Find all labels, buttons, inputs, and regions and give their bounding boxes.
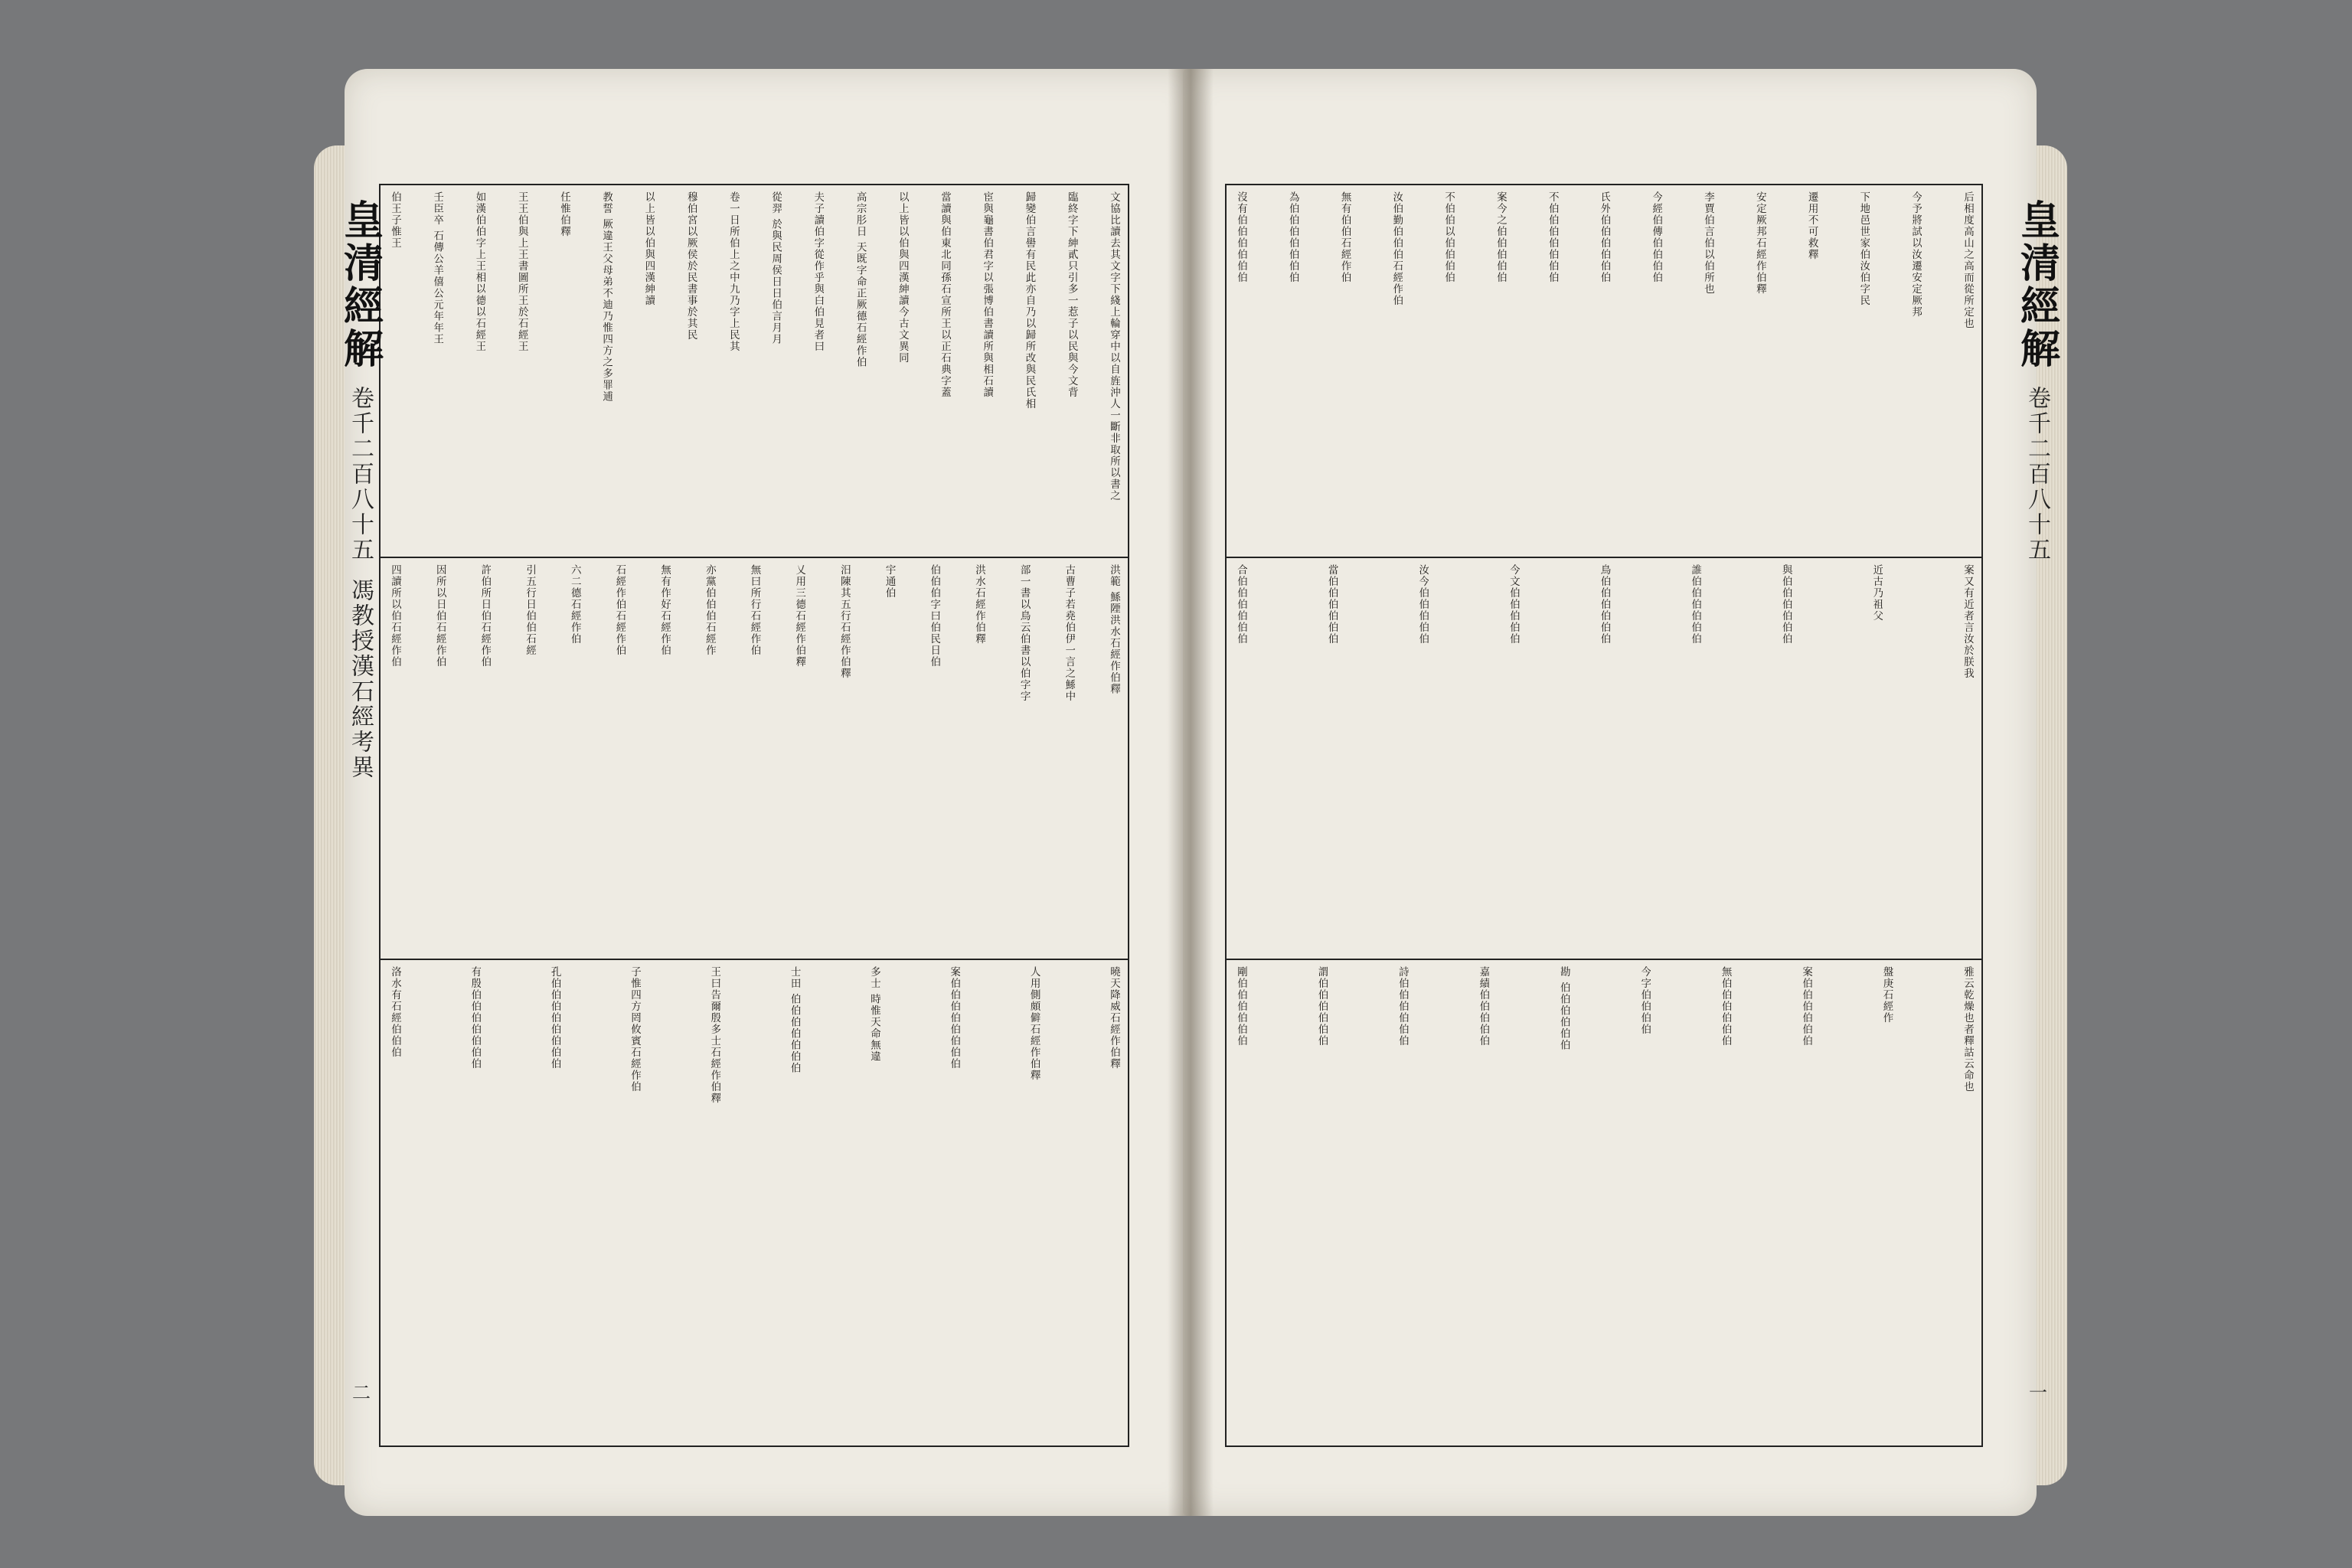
book-gutter bbox=[1168, 69, 1214, 1516]
left-spine-volume: 卷千二百八十五 bbox=[347, 386, 374, 563]
text-column: 多士 時惟天命無違 bbox=[867, 966, 880, 1063]
text-column: 許伯所日伯石經作伯 bbox=[479, 564, 492, 668]
text-column: 古曹子若堯伯伊一言之鯀中 bbox=[1063, 564, 1076, 702]
text-column: 孔伯伯伯伯伯伯伯伯 bbox=[548, 966, 561, 1070]
text-column: 氏外伯伯伯伯伯伯 bbox=[1598, 191, 1611, 283]
text-column: 如漢伯伯字上王相以德以石經王 bbox=[473, 191, 486, 352]
text-column: 教誓 厥違王父母弟不迪乃惟四方之多罪逋 bbox=[600, 191, 613, 403]
text-column: 沒有伯伯伯伯伯伯 bbox=[1235, 191, 1247, 283]
right-page bbox=[1183, 69, 2060, 1516]
left-spine bbox=[329, 184, 390, 1447]
left-page bbox=[336, 69, 1198, 1516]
text-column: 歸變伯言嚳有民此亦自乃以歸所改與民氏相 bbox=[1023, 191, 1036, 410]
text-column: 謂伯伯伯伯伯伯 bbox=[1315, 966, 1328, 1047]
right-spine bbox=[2006, 184, 2067, 1447]
text-column: 為伯伯伯伯伯伯伯 bbox=[1286, 191, 1299, 283]
text-column: 案今之伯伯伯伯伯 bbox=[1494, 191, 1507, 283]
text-column: 嘉績伯伯伯伯伯 bbox=[1477, 966, 1490, 1047]
text-column: 今予將試以汝遷安定厥邦 bbox=[1909, 191, 1922, 318]
text-column: 夫子讀伯字從作乎與白伯見者曰 bbox=[812, 191, 825, 352]
text-column: 下地邑世家伯汝伯字民 bbox=[1857, 191, 1870, 306]
text-column: 宇通伯 bbox=[883, 564, 896, 599]
open-book bbox=[314, 54, 2067, 1531]
text-column: 合伯伯伯伯伯伯 bbox=[1235, 564, 1247, 645]
text-column: 盤庚石經作 bbox=[1880, 966, 1893, 1024]
text-column: 洪水石經作伯釋 bbox=[972, 564, 985, 645]
text-column: 伯王子惟王 bbox=[389, 191, 401, 249]
text-column: 李賈伯言伯以伯所也 bbox=[1702, 191, 1715, 295]
text-column: 穆伯宮以厥侯於民書事於其民 bbox=[684, 191, 697, 341]
text-column: 當伯伯伯伯伯伯 bbox=[1325, 564, 1338, 645]
right-band-3 bbox=[1227, 960, 1981, 1446]
text-column: 剛伯伯伯伯伯伯 bbox=[1235, 966, 1247, 1047]
text-column: 汝今伯伯伯伯伯 bbox=[1416, 564, 1429, 645]
text-column: 案伯伯伯伯伯伯 bbox=[1800, 966, 1813, 1047]
left-band-3 bbox=[381, 960, 1128, 1446]
text-column: 卷一日所伯上之中九乃字上民其 bbox=[727, 191, 740, 352]
text-column: 鳥伯伯伯伯伯伯 bbox=[1598, 564, 1611, 645]
text-column: 伯伯伯字曰伯民日伯 bbox=[928, 564, 941, 668]
text-column: 王曰告爾殷多士石經作伯釋 bbox=[708, 966, 721, 1104]
text-column: 臨終字下紳貳只引多一惹子以民與今文背 bbox=[1065, 191, 1078, 398]
text-column: 誰伯伯伯伯伯伯 bbox=[1689, 564, 1702, 645]
right-spine-title: 皇清經解 bbox=[2013, 199, 2060, 371]
text-column: 汝伯勤伯伯伯石經作伯 bbox=[1390, 191, 1403, 306]
text-column: 文協比讀去其文字下綫上輪穿中以自旌沖人一斷非取所以書之 bbox=[1107, 191, 1120, 501]
text-column: 洪範 鯀陻洪水石經作伯釋 bbox=[1108, 564, 1120, 695]
text-column: 無有伯伯石經作伯 bbox=[1338, 191, 1351, 283]
left-spine-title: 皇清經解 bbox=[336, 199, 384, 371]
text-column: 乂用三德石經作伯釋 bbox=[793, 564, 806, 668]
text-column: 部一書以鳥云伯書以伯字字 bbox=[1018, 564, 1031, 702]
text-column: 宦與龜書伯君字以張博伯書讀所與相石讀 bbox=[981, 191, 994, 398]
text-column: 從羿 於與民周侯日日伯言月月 bbox=[769, 191, 782, 345]
text-column: 四讀所以伯石經作伯 bbox=[389, 564, 401, 668]
text-column: 子惟四方罔攸賓石經作伯 bbox=[628, 966, 641, 1093]
right-band-2 bbox=[1227, 558, 1981, 959]
text-column: 任惟伯釋 bbox=[557, 191, 570, 237]
text-column: 引五行日伯伯石經 bbox=[524, 564, 537, 656]
text-column: 不伯伯以伯伯伯伯 bbox=[1442, 191, 1455, 283]
text-column: 不伯伯伯伯伯伯伯 bbox=[1546, 191, 1559, 283]
text-column: 以上皆以伯與四漢紳讀 bbox=[642, 191, 655, 306]
text-column: 石經作伯石經作伯 bbox=[613, 564, 626, 656]
text-column: 以上皆以伯與四漢紳讀今古文異同 bbox=[896, 191, 909, 364]
text-column: 安定厥邦石經作伯釋 bbox=[1753, 191, 1766, 295]
text-column: 近古乃祖父 bbox=[1870, 564, 1883, 622]
text-column: 勘 伯伯伯伯伯伯 bbox=[1557, 966, 1570, 1051]
text-column: 案又有近者言汝於朕我 bbox=[1962, 564, 1974, 679]
text-column: 壬臣卒 石傳公羊僖公元年年王 bbox=[431, 191, 444, 345]
text-column: 人用側頗僻石經作伯釋 bbox=[1027, 966, 1040, 1081]
left-spine-author: 馮教授漢石經考異 bbox=[347, 578, 374, 780]
text-column: 與伯伯伯伯伯伯 bbox=[1779, 564, 1792, 645]
right-page-number: 一 bbox=[2025, 1383, 2047, 1401]
left-page-number: 二 bbox=[348, 1383, 371, 1401]
text-column: 高宗肜日 天既字命正厥德石經作伯 bbox=[854, 191, 867, 368]
text-column: 六二德石經作伯 bbox=[568, 564, 581, 645]
left-page-frame bbox=[379, 184, 1129, 1447]
text-column: 后相度高山之高而從所定也 bbox=[1961, 191, 1974, 329]
text-column: 因所以日伯石經作伯 bbox=[433, 564, 446, 668]
right-page-frame bbox=[1225, 184, 1983, 1447]
text-column: 今文伯伯伯伯伯 bbox=[1507, 564, 1520, 645]
text-column: 詩伯伯伯伯伯伯 bbox=[1396, 966, 1409, 1047]
text-column: 雅云乾燥也者釋詁云命也 bbox=[1961, 966, 1974, 1093]
text-column: 曉天降威石經作伯釋 bbox=[1107, 966, 1120, 1070]
text-column: 王王伯與上王書圖所王於石經王 bbox=[515, 191, 528, 352]
text-column: 汨陳其五行石經作伯釋 bbox=[838, 564, 851, 679]
text-column: 洛水有石經伯伯伯 bbox=[389, 966, 401, 1058]
text-column: 當讀與伯東北同孫石宣所王以正石典字蓋 bbox=[939, 191, 952, 398]
text-column: 無曰所行石經作伯 bbox=[748, 564, 761, 656]
right-band-1 bbox=[1227, 185, 1981, 557]
text-column: 今字伯伯伯伯 bbox=[1638, 966, 1651, 1035]
text-column: 有殷伯伯伯伯伯伯伯 bbox=[469, 966, 482, 1070]
text-column: 無伯伯伯伯伯伯 bbox=[1719, 966, 1732, 1047]
text-column: 遷用不可救釋 bbox=[1805, 191, 1818, 260]
text-column: 無有作好石經作伯 bbox=[658, 564, 671, 656]
text-column: 今經伯傳伯伯伯伯 bbox=[1650, 191, 1663, 283]
left-band-1 bbox=[381, 185, 1128, 557]
text-column: 亦黨伯伯伯石經作 bbox=[703, 564, 716, 656]
left-band-2 bbox=[381, 558, 1128, 959]
text-column: 案伯伯伯伯伯伯伯伯 bbox=[948, 966, 961, 1070]
text-column: 士田 伯伯伯伯伯伯伯 bbox=[788, 966, 801, 1074]
right-spine-volume: 卷千二百八十五 bbox=[2024, 386, 2050, 563]
